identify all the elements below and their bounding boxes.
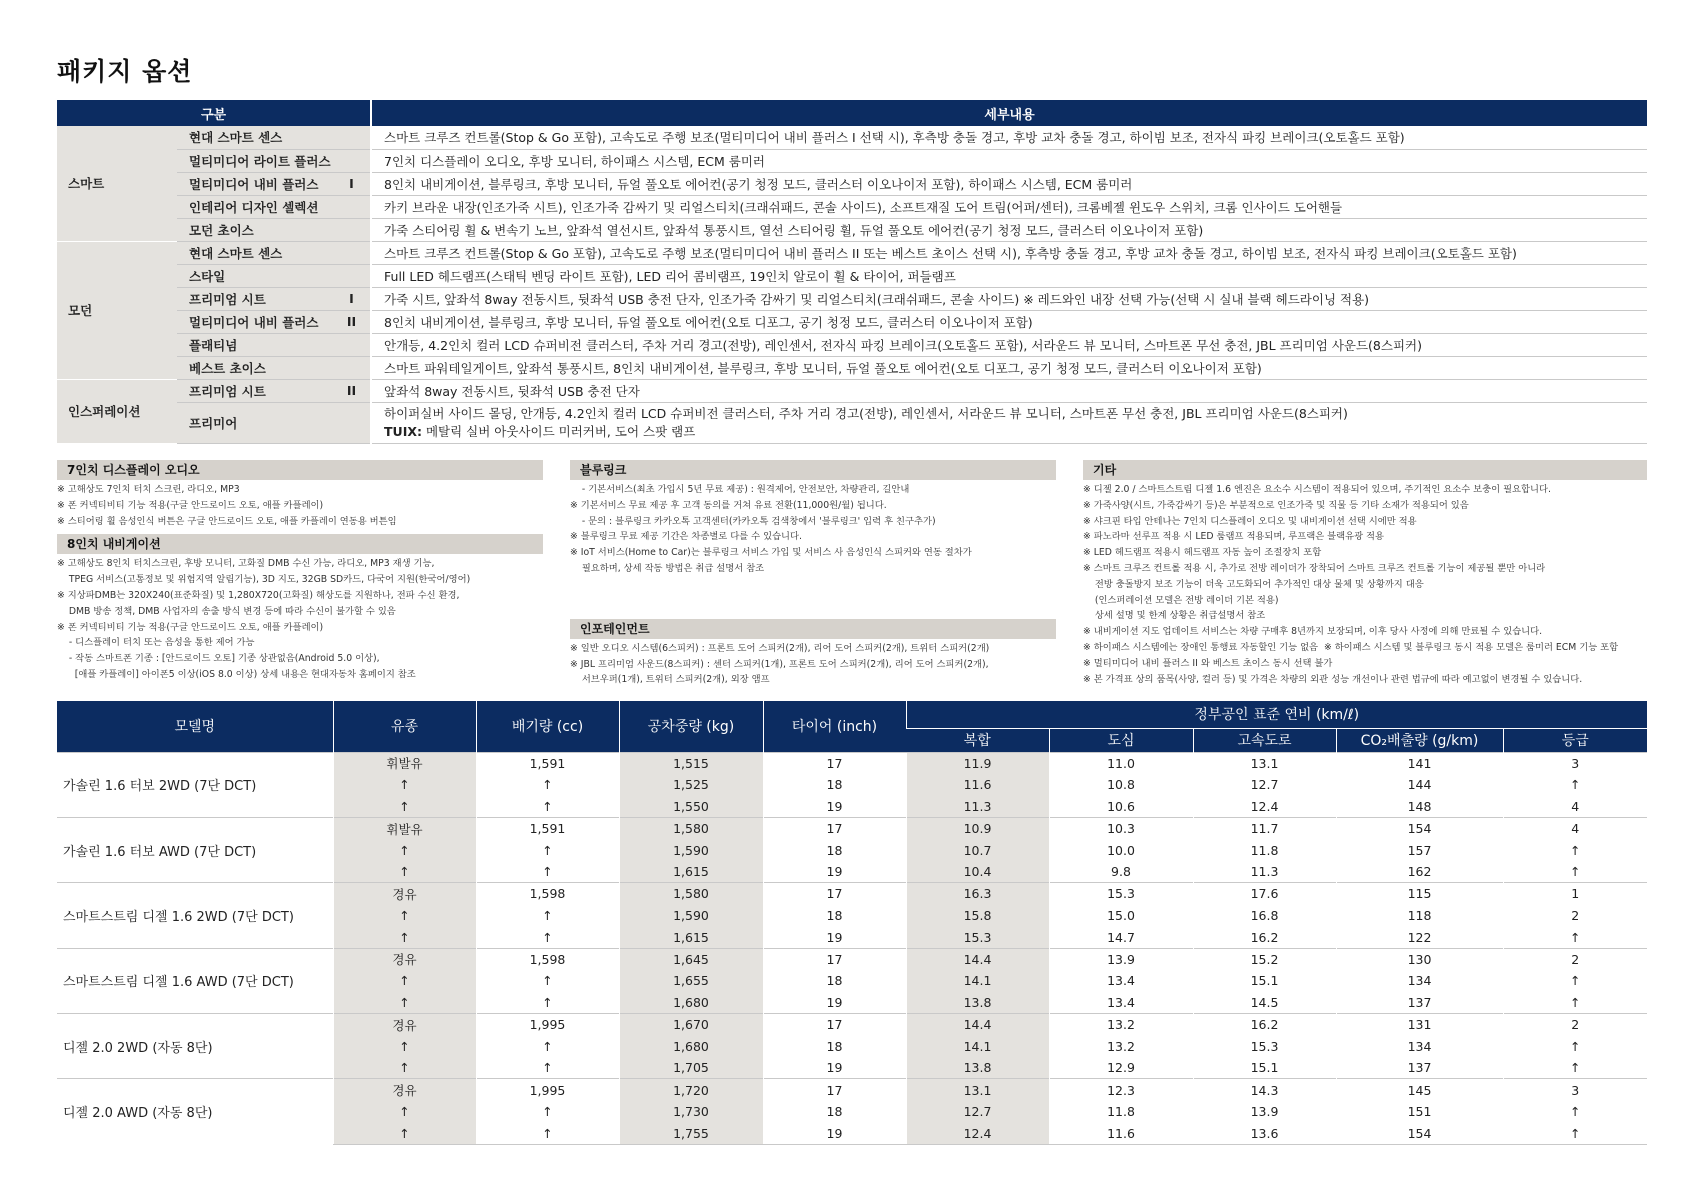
cell-displacement: ↑ [476,992,619,1014]
cell-weight: 1,730 [619,1101,763,1123]
cell-co2: 122 [1336,926,1503,948]
cell-city: 13.4 [1049,992,1193,1014]
cell-tire: 19 [763,1123,906,1145]
cell-weight: 1,615 [619,861,763,883]
note-line: 서브우퍼(1개), 트위터 스피커(2개), 외장 앰프 [570,674,770,686]
header-official-efficiency: 정부공인 표준 연비 (km/ℓ) [906,701,1647,728]
package-level [333,402,371,443]
cell-weight: 1,705 [619,1057,763,1079]
cell-tire: 19 [763,926,906,948]
package-detail: 안개등, 4.2인치 컬러 LCD 슈퍼비전 클러스터, 주차 거리 경고(전방), 레인센서, 전자식 파킹 브레이크(오토홀드 포함), 서라운드 뷰 모니터, 스마트폰 무선 충전, JBL 프리미엄 사운드(8스피커) [371,333,1647,356]
efficiency-row [57,1014,1647,1036]
note-line: ※ 일반 오디오 시스템(6스피커) : 프론트 도어 스피커(2개), 리어 도어 스피커(2개), 트위터 스피커(2개) [570,642,990,654]
package-options-table [57,100,1647,444]
cell-city: 9.8 [1049,861,1193,883]
header-fuel: 유종 [333,701,476,752]
cell-co2: 130 [1336,948,1503,970]
package-level [333,149,371,172]
package-detail [371,402,1647,443]
cell-tire: 18 [763,1035,906,1057]
cell-combined: 10.9 [906,817,1049,839]
cell-weight: 1,680 [619,992,763,1014]
cell-highway: 15.3 [1193,1035,1336,1057]
package-detail-line: 하이퍼실버 사이드 몰딩, 안개등, 4.2인치 컬러 LCD 슈퍼비전 클러스터, 주차 거리 경고(전방), 레인센서, 서라운드 뷰 모니터, 스마트폰 무선 충전, JBL 프리미엄 사운드(8스피커) [384,405,1348,421]
note-line: ※ 기본서비스 무료 제공 후 고객 동의를 거쳐 유료 전환(11,000원/월) 됩니다. [570,499,887,511]
note-line: ※ 멀티미디어 내비 플러스 II 와 베스트 초이스 동시 선택 불가 [1083,657,1333,669]
cell-highway: 16.2 [1193,926,1336,948]
cell-combined: 10.4 [906,861,1049,883]
cell-co2: 154 [1336,1123,1503,1145]
cell-city: 13.4 [1049,970,1193,992]
package-row [57,218,1647,241]
cell-city: 15.0 [1049,905,1193,927]
cell-fuel: ↑ [333,1057,476,1079]
package-name: 플래티넘 [177,333,333,356]
cell-weight: 1,655 [619,970,763,992]
note-line: ※ IoT 서비스(Home to Car)는 블루링크 서비스 가입 및 서비스 사 음성인식 스피커와 연동 절차가 [570,547,972,559]
cell-fuel: ↑ [333,774,476,796]
notes-column-right [1083,460,1647,687]
cell-displacement: 1,598 [476,883,619,905]
cell-highway: 13.1 [1193,752,1336,774]
model-name: 가솔린 1.6 터보 2WD (7단 DCT) [57,752,333,817]
cell-tire: 18 [763,1101,906,1123]
note-title-bluelink: 블루링크 [570,460,1056,480]
model-name: 가솔린 1.6 터보 AWD (7단 DCT) [57,817,333,882]
cell-combined: 10.7 [906,839,1049,861]
cell-grade: ↑ [1503,774,1647,796]
cell-fuel: 경유 [333,1079,476,1101]
package-detail: 앞좌석 8way 전동시트, 뒷좌석 USB 충전 단자 [371,379,1647,402]
note-line: TPEG 서비스(고통정보 및 위험지역 알림기능), 3D 지도, 32GB SD카드, 다국어 지원(한국어/영어) [57,574,471,586]
package-row [57,241,1647,264]
package-group-name: 인스퍼레이션 [57,379,177,443]
cell-co2: 118 [1336,905,1503,927]
note-line: - 문의 : 블루링크 카카오톡 고객센터(카카오톡 검색창에서 '블루링크' 입력 후 친구추가) [570,515,936,527]
cell-grade: ↑ [1503,992,1647,1014]
cell-city: 12.9 [1049,1057,1193,1079]
package-detail: 스마트 파워테일게이트, 앞좌석 통풍시트, 8인치 내비게이션, 블루링크, 후방 모니터, 듀얼 풀오토 에어컨(오토 디포그, 공기 청정 모드, 클러스터 이오나이저 포함) [371,356,1647,379]
cell-displacement: ↑ [476,1035,619,1057]
cell-fuel: ↑ [333,1123,476,1145]
cell-city: 11.0 [1049,752,1193,774]
package-name: 인테리어 디자인 셀렉션 [177,195,333,218]
cell-fuel: ↑ [333,1035,476,1057]
tuix-label: TUIX: [384,423,422,439]
efficiency-row [57,1079,1647,1101]
cell-tire: 18 [763,839,906,861]
note-line: ※ 샤크핀 타입 안테나는 7인치 디스플레이 오디오 및 내비게이션 선택 시에만 적용 [1083,515,1417,527]
package-level [333,356,371,379]
package-level [333,264,371,287]
cell-fuel: ↑ [333,861,476,883]
cell-combined: 13.8 [906,1057,1049,1079]
note-line: ※ 스마트 크루즈 컨트롤 적용 시, 추가로 전방 레이더가 장착되어 스마트 크루즈 컨트롤 기능이 제공될 뿐만 아니라 [1083,562,1546,574]
cell-weight: 1,755 [619,1123,763,1145]
cell-highway: 14.5 [1193,992,1336,1014]
package-detail: 카키 브라운 내장(인조가죽 시트), 인조가죽 감싸기 및 리얼스티치(크래쉬패드, 콘솔 사이드), 소프트재질 도어 트림(어퍼/센터), 크롬베젤 윈도우 스위치, 크롬 인사이드 도어핸들 [371,195,1647,218]
cell-co2: 137 [1336,1057,1503,1079]
note-line: - 기본서비스(최초 가입시 5년 무료 제공) : 원격제어, 안전보안, 차량관리, 길안내 [570,484,910,495]
cell-city: 13.2 [1049,1035,1193,1057]
header-tire: 타이어 (inch) [763,701,906,752]
cell-fuel: 휘발유 [333,817,476,839]
cell-highway: 11.3 [1193,861,1336,883]
cell-city: 14.7 [1049,926,1193,948]
cell-co2: 157 [1336,839,1503,861]
fuel-efficiency-table [57,701,1647,1145]
cell-fuel: 휘발유 [333,752,476,774]
header-highway: 고속도로 [1193,728,1336,752]
note-list-etc [1083,480,1647,687]
cell-grade: 2 [1503,1014,1647,1036]
cell-highway: 17.6 [1193,883,1336,905]
cell-fuel: ↑ [333,926,476,948]
note-line: ※ 지상파DMB는 320X240(표준화질) 및 1,280X720(고화질) 해상도를 지원하나, 전파 수신 환경, [57,589,460,601]
package-row [57,172,1647,195]
cell-grade: ↑ [1503,861,1647,883]
cell-tire: 18 [763,970,906,992]
cell-displacement: ↑ [476,774,619,796]
note-line: ※ LED 헤드램프 적용시 헤드램프 자동 높이 조절장치 포함 [1083,547,1322,559]
cell-city: 10.8 [1049,774,1193,796]
cell-displacement: ↑ [476,926,619,948]
cell-displacement: ↑ [476,970,619,992]
cell-grade: ↑ [1503,839,1647,861]
cell-combined: 14.1 [906,970,1049,992]
cell-highway: 15.2 [1193,948,1336,970]
model-name: 디젤 2.0 AWD (자동 8단) [57,1079,333,1144]
cell-fuel: ↑ [333,970,476,992]
package-detail: 8인치 내비게이션, 블루링크, 후방 모니터, 듀얼 풀오토 에어컨(공기 청정 모드, 클러스터 이오나이저 포함), 하이패스 시스템, ECM 룸미러 [371,172,1647,195]
package-detail: 가죽 스티어링 휠 & 변속기 노브, 앞좌석 열선시트, 앞좌석 통풍시트, 열선 스티어링 휠, 듀얼 풀오토 에어컨(공기 청정 모드, 클러스터 이오나이저 포함) [371,218,1647,241]
cell-weight: 1,580 [619,883,763,905]
note-line: [애플 카플레이] 아이폰5 이상(iOS 8.0 이상) 상세 내용은 현대자동차 홈페이지 참조 [57,668,416,680]
cell-fuel: 경유 [333,883,476,905]
cell-grade: 2 [1503,948,1647,970]
cell-city: 10.6 [1049,796,1193,818]
package-group-name: 스마트 [57,126,177,241]
cell-co2: 134 [1336,970,1503,992]
efficiency-header-row [57,701,1647,728]
cell-weight: 1,615 [619,926,763,948]
cell-weight: 1,580 [619,817,763,839]
package-detail: 스마트 크루즈 컨트롤(Stop & Go 포함), 고속도로 주행 보조(멀티미디어 내비 플러스 II 또는 베스트 초이스 선택 시), 후측방 충돌 경고, 후방 교차 충돌 경고, 하이빔 보조, 전자식 파킹 브레이크(오토홀드 포함) [371,241,1647,264]
note-title-navi8: 8인치 내비게이션 [57,534,543,554]
cell-grade: ↑ [1503,1101,1647,1123]
cell-city: 13.2 [1049,1014,1193,1036]
note-line: ※ 스티어링 휠 음성인식 버튼은 구글 안드로이드 오토, 애플 카플레이 연동용 버튼임 [57,515,397,527]
cell-combined: 14.1 [906,1035,1049,1057]
package-level: I [333,287,371,310]
cell-weight: 1,590 [619,839,763,861]
cell-fuel: ↑ [333,992,476,1014]
cell-displacement: ↑ [476,796,619,818]
cell-weight: 1,670 [619,1014,763,1036]
cell-combined: 15.3 [906,926,1049,948]
cell-city: 10.3 [1049,817,1193,839]
note-list-audio7 [57,480,543,529]
cell-highway: 15.1 [1193,970,1336,992]
cell-displacement: ↑ [476,839,619,861]
package-level [333,126,371,149]
cell-co2: 144 [1336,774,1503,796]
cell-combined: 13.8 [906,992,1049,1014]
cell-co2: 151 [1336,1101,1503,1123]
tuix-detail: 메탈릭 실버 아웃사이드 미러커버, 도어 스팟 램프 [421,423,696,439]
cell-tire: 18 [763,905,906,927]
cell-fuel: ↑ [333,905,476,927]
page-title: 패키지 옵션 [57,57,193,86]
cell-grade: 1 [1503,883,1647,905]
package-level: II [333,379,371,402]
cell-co2: 145 [1336,1079,1503,1101]
cell-tire: 18 [763,774,906,796]
cell-co2: 134 [1336,1035,1503,1057]
cell-displacement: ↑ [476,1057,619,1079]
package-name: 현대 스마트 센스 [177,126,333,149]
cell-co2: 137 [1336,992,1503,1014]
package-name: 현대 스마트 센스 [177,241,333,264]
efficiency-row [57,883,1647,905]
cell-fuel: 경유 [333,1014,476,1036]
cell-combined: 11.9 [906,752,1049,774]
cell-highway: 13.6 [1193,1123,1336,1145]
cell-weight: 1,645 [619,948,763,970]
cell-tire: 19 [763,1057,906,1079]
header-co2: CO₂배출량 (g/km) [1336,728,1503,752]
note-line: ※ 블루링크 무료 제공 기간은 차종별로 다를 수 있습니다. [570,531,802,543]
package-row [57,149,1647,172]
cell-co2: 154 [1336,817,1503,839]
cell-city: 15.3 [1049,883,1193,905]
cell-combined: 15.8 [906,905,1049,927]
header-model: 모델명 [57,701,333,752]
cell-combined: 11.6 [906,774,1049,796]
header-category: 구분 [57,100,371,126]
cell-city: 11.6 [1049,1123,1193,1145]
package-table-header [57,100,1647,126]
cell-co2: 148 [1336,796,1503,818]
package-level [333,195,371,218]
cell-displacement: ↑ [476,861,619,883]
cell-city: 13.9 [1049,948,1193,970]
package-row [57,195,1647,218]
package-name: 프리미엄 시트 [177,287,333,310]
package-name: 멀티미디어 내비 플러스 [177,172,333,195]
cell-weight: 1,680 [619,1035,763,1057]
efficiency-row [57,948,1647,970]
note-list-bluelink [570,480,1056,577]
cell-grade: 3 [1503,1079,1647,1101]
note-title-audio7: 7인치 디스플레이 오디오 [57,460,543,480]
cell-grade: ↑ [1503,970,1647,992]
note-list-navi8 [57,554,543,682]
cell-city: 11.8 [1049,1101,1193,1123]
package-detail-tuix [384,423,1647,441]
note-line: - 작동 스마트폰 기종 : [안드로이드 오토] 기종 상관없음(Android 5.0 이상), [57,653,380,665]
cell-combined: 11.3 [906,796,1049,818]
cell-displacement: ↑ [476,1123,619,1145]
package-level [333,241,371,264]
package-name: 멀티미디어 라이트 플러스 [177,149,333,172]
cell-grade: 4 [1503,796,1647,818]
package-row [57,126,1647,149]
cell-highway: 13.9 [1193,1101,1336,1123]
cell-co2: 141 [1336,752,1503,774]
cell-city: 10.0 [1049,839,1193,861]
cell-grade: 2 [1503,905,1647,927]
note-line: DMB 방송 정책, DMB 사업자의 송출 방식 변경 등에 따라 수신이 불가할 수 있음 [57,605,396,617]
efficiency-row [57,752,1647,774]
package-detail: 8인치 내비게이션, 블루링크, 후방 모니터, 듀얼 풀오토 에어컨(오토 디포그, 공기 청정 모드, 클러스터 이오나이저 포함) [371,310,1647,333]
cell-weight: 1,525 [619,774,763,796]
cell-combined: 16.3 [906,883,1049,905]
package-name: 베스트 초이스 [177,356,333,379]
note-line: 상세 설명 및 한계 상황은 취급설명서 참조 [1083,610,1266,622]
cell-grade: 3 [1503,752,1647,774]
cell-combined: 13.1 [906,1079,1049,1101]
cell-combined: 12.7 [906,1101,1049,1123]
notes-column-middle [570,460,1056,688]
cell-displacement: 1,591 [476,752,619,774]
package-row [57,379,1647,402]
note-title-infotainment: 인포테인먼트 [570,619,1056,639]
cell-tire: 17 [763,817,906,839]
cell-highway: 16.8 [1193,905,1336,927]
note-line: ※ 파노라마 선루프 적용 시 LED 룸램프 적용되며, 루프랙은 블랙유광 적용 [1083,531,1384,543]
package-group-name: 모던 [57,241,177,379]
cell-displacement: 1,591 [476,817,619,839]
cell-co2: 115 [1336,883,1503,905]
package-name: 모던 초이스 [177,218,333,241]
cell-tire: 19 [763,861,906,883]
note-list-infotainment [570,639,1056,688]
cell-co2: 131 [1336,1014,1503,1036]
cell-fuel: ↑ [333,839,476,861]
note-line: ※ 폰 커넥티비티 기능 적용(구글 안드로이드 오토, 애플 카플레이) [57,499,324,511]
package-level: I [333,172,371,195]
note-line: ※ JBL 프리미엄 사운드(8스피커) : 센터 스피커(1개), 프론트 도어 스피커(2개), 리어 도어 스피커(2개), [570,658,989,670]
cell-highway: 16.2 [1193,1014,1336,1036]
cell-combined: 12.4 [906,1123,1049,1145]
cell-grade: 4 [1503,817,1647,839]
header-city: 도심 [1049,728,1193,752]
model-name: 스마트스트림 디젤 1.6 2WD (7단 DCT) [57,883,333,948]
package-name: 프리미어 [177,402,333,443]
note-line: 필요하며, 상세 작동 방법은 취급 설명서 참조 [570,562,765,574]
cell-displacement: ↑ [476,905,619,927]
cell-grade: ↑ [1503,1123,1647,1145]
cell-highway: 14.3 [1193,1079,1336,1101]
cell-tire: 17 [763,1014,906,1036]
note-line: ※ 폰 커넥티비티 기능 적용(구글 안드로이드 오토, 애플 카플레이) [57,621,324,633]
cell-tire: 17 [763,883,906,905]
cell-combined: 14.4 [906,1014,1049,1036]
package-level [333,218,371,241]
note-line: (인스퍼레이션 모델은 전방 레이더 기본 적용) [1083,594,1279,606]
cell-tire: 19 [763,796,906,818]
cell-tire: 17 [763,752,906,774]
package-name: 멀티미디어 내비 플러스 [177,310,333,333]
header-displacement: 배기량 (cc) [476,701,619,752]
cell-fuel: ↑ [333,796,476,818]
header-detail: 세부내용 [371,100,1647,126]
cell-fuel: 경유 [333,948,476,970]
cell-weight: 1,515 [619,752,763,774]
cell-co2: 162 [1336,861,1503,883]
cell-highway: 12.4 [1193,796,1336,818]
notes-column-left [57,460,543,683]
note-line: ※ 가죽사양(시트, 가죽감싸기 등)은 부분적으로 인조가죽 및 직물 등 기타 소재가 적용되어 있음 [1083,499,1469,511]
cell-highway: 15.1 [1193,1057,1336,1079]
package-row [57,287,1647,310]
package-level: II [333,310,371,333]
cell-weight: 1,590 [619,905,763,927]
note-line: ※ 하이패스 시스템에는 장애인 통행료 자동할인 기능 없음 ※ 하이패스 시스템 및 블루링크 동시 적용 모델은 룸미러 ECM 기능 포함 [1083,641,1619,653]
cell-grade: ↑ [1503,1057,1647,1079]
cell-city: 12.3 [1049,1079,1193,1101]
package-row [57,264,1647,287]
note-line: ※ 고해상도 7인치 터치 스크린, 라디오, MP3 [57,484,240,495]
cell-tire: 19 [763,992,906,1014]
package-row [57,356,1647,379]
note-line: 전방 충돌방지 보조 기능이 더욱 고도화되어 추가적인 대상 물체 및 상황까지 대응 [1083,578,1424,590]
efficiency-row [57,817,1647,839]
header-combined: 복합 [906,728,1049,752]
note-line: ※ 디젤 2.0 / 스마트스트림 디젤 1.6 엔진은 요소수 시스템이 적용되어 있으며, 주기적인 요소수 보충이 필요합니다. [1083,484,1551,495]
package-row [57,310,1647,333]
cell-weight: 1,550 [619,796,763,818]
package-row [57,333,1647,356]
cell-highway: 11.7 [1193,817,1336,839]
note-line: ※ 본 가격표 상의 품목(사양, 컬러 등) 및 가격은 차량의 외관 성능 개선이나 관련 법규에 따라 예고없이 변경될 수 있습니다. [1083,673,1583,685]
cell-displacement: 1,995 [476,1079,619,1101]
header-grade: 등급 [1503,728,1647,752]
package-detail: 가죽 시트, 앞좌석 8way 전동시트, 뒷좌석 USB 충전 단자, 인조가죽 감싸기 및 리얼스티치(크래쉬패드, 콘솔 사이드) ※ 레드와인 내장 선택 가능(선택 시 실내 블랙 헤드라이닝 적용) [371,287,1647,310]
cell-displacement: ↑ [476,1101,619,1123]
package-name: 스타일 [177,264,333,287]
cell-tire: 17 [763,948,906,970]
package-detail: Full LED 헤드램프(스태틱 벤딩 라이트 포함), LED 리어 콤비램프, 19인치 알로이 휠 & 타이어, 퍼들램프 [371,264,1647,287]
cell-combined: 14.4 [906,948,1049,970]
note-line: ※ 고해상도 8인치 터치스크린, 후방 모니터, 고화질 DMB 수신 가능, 라디오, MP3 재생 기능, [57,558,435,570]
cell-displacement: 1,995 [476,1014,619,1036]
cell-displacement: 1,598 [476,948,619,970]
cell-grade: ↑ [1503,926,1647,948]
model-name: 스마트스트림 디젤 1.6 AWD (7단 DCT) [57,948,333,1013]
header-weight: 공차중량 (kg) [619,701,763,752]
cell-fuel: ↑ [333,1101,476,1123]
cell-highway: 11.8 [1193,839,1336,861]
cell-highway: 12.7 [1193,774,1336,796]
cell-grade: ↑ [1503,1035,1647,1057]
package-name: 프리미엄 시트 [177,379,333,402]
note-line: - 디스플레이 터치 또는 음성을 통한 제어 가능 [57,637,255,649]
cell-tire: 17 [763,1079,906,1101]
note-line: ※ 내비게이션 지도 업데이트 서비스는 차량 구매후 8년까지 보장되며, 이후 당사 사정에 의해 만료될 수 있습니다. [1083,626,1543,638]
package-detail: 스마트 크루즈 컨트롤(Stop & Go 포함), 고속도로 주행 보조(멀티미디어 내비 플러스 I 선택 시), 후측방 충돌 경고, 후방 교차 충돌 경고, 하이빔 보조, 전자식 파킹 브레이크(오토홀드 포함) [371,126,1647,149]
package-level [333,333,371,356]
cell-weight: 1,720 [619,1079,763,1101]
package-detail: 7인치 디스플레이 오디오, 후방 모니터, 하이패스 시스템, ECM 룸미러 [371,149,1647,172]
model-name: 디젤 2.0 2WD (자동 8단) [57,1014,333,1079]
note-title-etc: 기타 [1083,460,1647,480]
package-row [57,402,1647,443]
